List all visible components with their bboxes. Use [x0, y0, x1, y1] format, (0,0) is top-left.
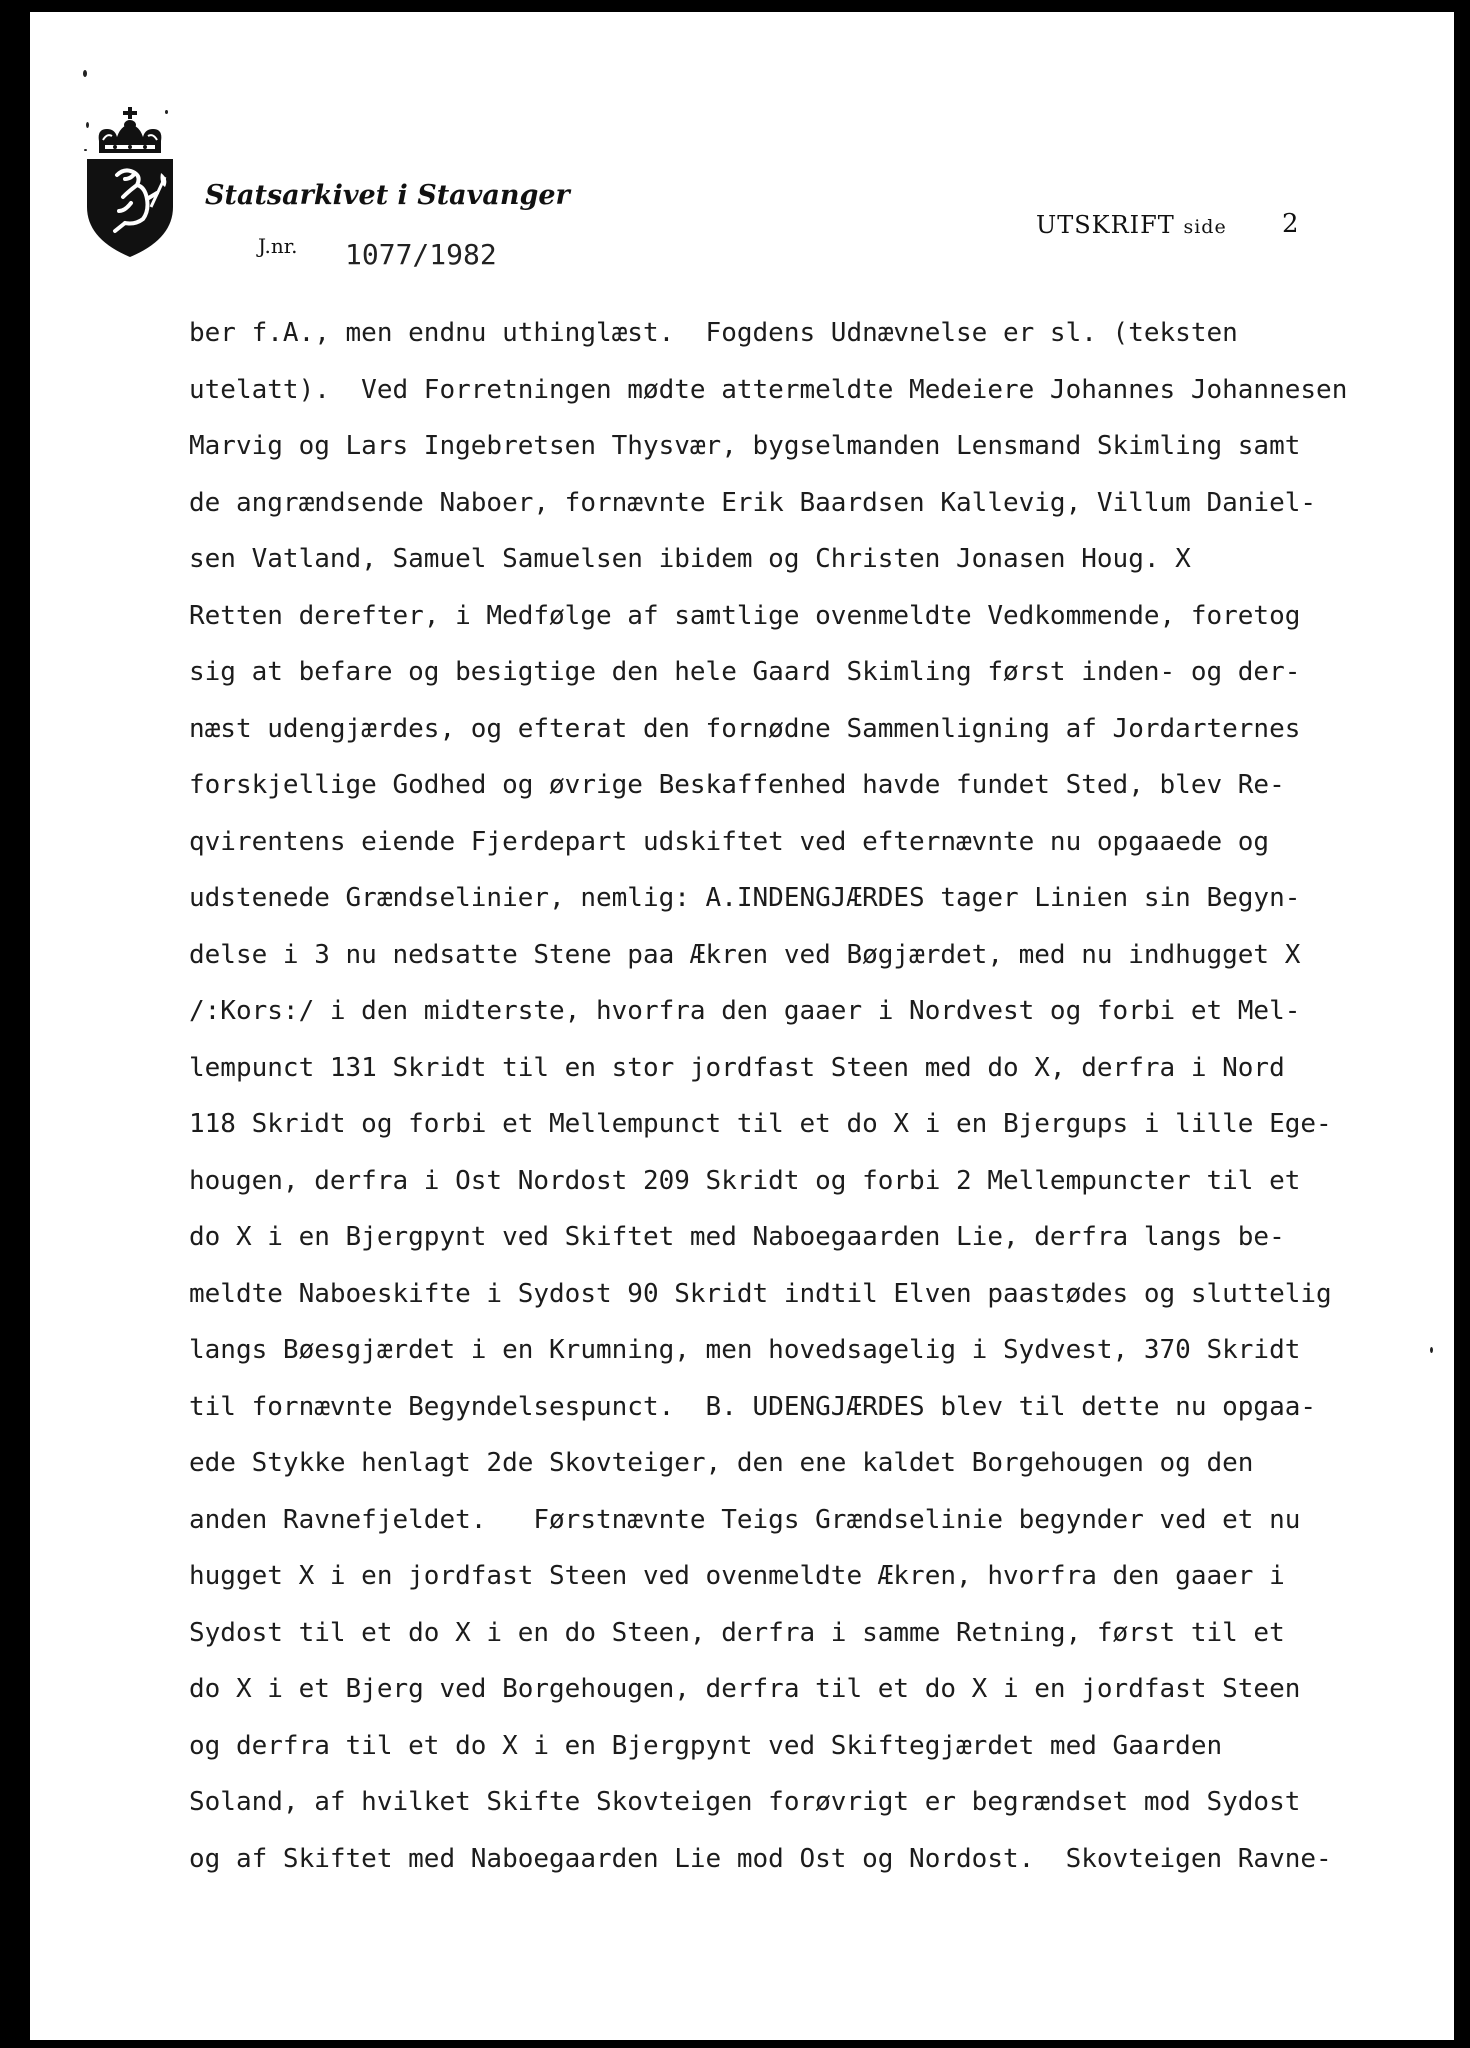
- text-line: hugget X i en jordfast Steen ved ovenmeldte Ækren, hvorfra den gaaer i: [189, 1561, 1285, 1591]
- text-line: anden Ravnefjeldet. Førstnævnte Teigs Grændselinie begynder ved et nu: [189, 1505, 1301, 1535]
- text-line: meldte Naboeskifte i Sydost 90 Skridt indtil Elven paastødes og sluttelig: [189, 1279, 1332, 1309]
- page-number: 2: [1282, 209, 1299, 239]
- text-line: Marvig og Lars Ingebretsen Thysvær, bygselmanden Lensmand Skimling samt: [189, 431, 1301, 461]
- text-line: lempunct 131 Skridt til en stor jordfast Steen med do X, derfra i Nord: [189, 1053, 1285, 1083]
- journal-number-label: J.nr.: [258, 234, 298, 258]
- text-line: næst udengjærdes, og efterat den fornødne Sammenligning af Jordarternes: [189, 714, 1301, 744]
- text-line: sen Vatland, Samuel Samuelsen ibidem og Christen Jonasen Houg. X: [189, 544, 1191, 574]
- text-line: forskjellige Godhed og øvrige Beskaffenhed havde fundet Sted, blev Re-: [189, 770, 1285, 800]
- text-line: Soland, af hvilket Skifte Skovteigen forøvrigt er begrændset mod Sydost: [189, 1787, 1301, 1817]
- utskrift-label: UTSKRIFT: [1036, 211, 1175, 239]
- text-line: udstenede Grændselinier, nemlig: A.INDENGJÆRDES tager Linien sin Begyn-: [189, 883, 1301, 913]
- side-label: side: [1183, 216, 1227, 238]
- text-line: 118 Skridt og forbi et Mellempunct til et do X i en Bjergups i lille Ege-: [189, 1109, 1332, 1139]
- text-line: til fornævnte Begyndelsespunct. B. UDENGJÆRDES blev til dette nu opgaa-: [189, 1392, 1317, 1422]
- text-line: Sydost til et do X i en do Steen, derfra i samme Retning, først til et: [189, 1618, 1285, 1648]
- text-line: sig at befare og besigtige den hele Gaard Skimling først inden- og der-: [189, 657, 1301, 687]
- text-line: qvirentens eiende Fjerdepart udskiftet ved efternævnte nu opgaaede og: [189, 827, 1270, 857]
- text-line: delse i 3 nu nedsatte Stene paa Ækren ved Bøgjærdet, med nu indhugget X: [189, 940, 1301, 970]
- utskrift-heading: [1036, 211, 1227, 239]
- text-line: ede Stykke henlagt 2de Skovteiger, den ene kaldet Borgehougen og den: [189, 1448, 1254, 1478]
- text-line: Retten derefter, i Medfølge af samtlige ovenmeldte Vedkommende, foretog: [189, 601, 1301, 631]
- text-line: do X i en Bjergpynt ved Skiftet med Naboegaarden Lie, derfra langs be-: [189, 1222, 1285, 1252]
- document-page: [30, 12, 1454, 2040]
- text-line: hougen, derfra i Ost Nordost 209 Skridt og forbi 2 Mellempuncter til et: [189, 1166, 1301, 1196]
- text-line: de angrændsende Naboer, fornævnte Erik Baardsen Kallevig, Villum Daniel-: [189, 488, 1317, 518]
- text-line: langs Bøesgjærdet i en Krumning, men hovedsagelig i Sydvest, 370 Skridt: [189, 1335, 1301, 1365]
- text-line: og af Skiftet med Naboegaarden Lie mod Ost og Nordost. Skovteigen Ravne-: [189, 1844, 1332, 1874]
- archive-name: Statsarkivet i Stavanger: [205, 180, 570, 211]
- text-line: do X i et Bjerg ved Borgehougen, derfra til et do X i en jordfast Steen: [189, 1674, 1301, 1704]
- journal-number-value: 1077/1982: [345, 238, 497, 271]
- text-line: ber f.A., men endnu uthinglæst. Fogdens Udnævnelse er sl. (teksten: [189, 318, 1238, 348]
- text-line: utelatt). Ved Forretningen mødte attermeldte Medeiere Johannes Johannesen: [189, 375, 1348, 405]
- norwegian-coat-of-arms-icon: [85, 107, 175, 257]
- text-line: /:Kors:/ i den midterste, hvorfra den gaaer i Nordvest og forbi et Mel-: [189, 996, 1301, 1026]
- text-line: og derfra til et do X i en Bjergpynt ved Skiftegjærdet med Gaarden: [189, 1731, 1223, 1761]
